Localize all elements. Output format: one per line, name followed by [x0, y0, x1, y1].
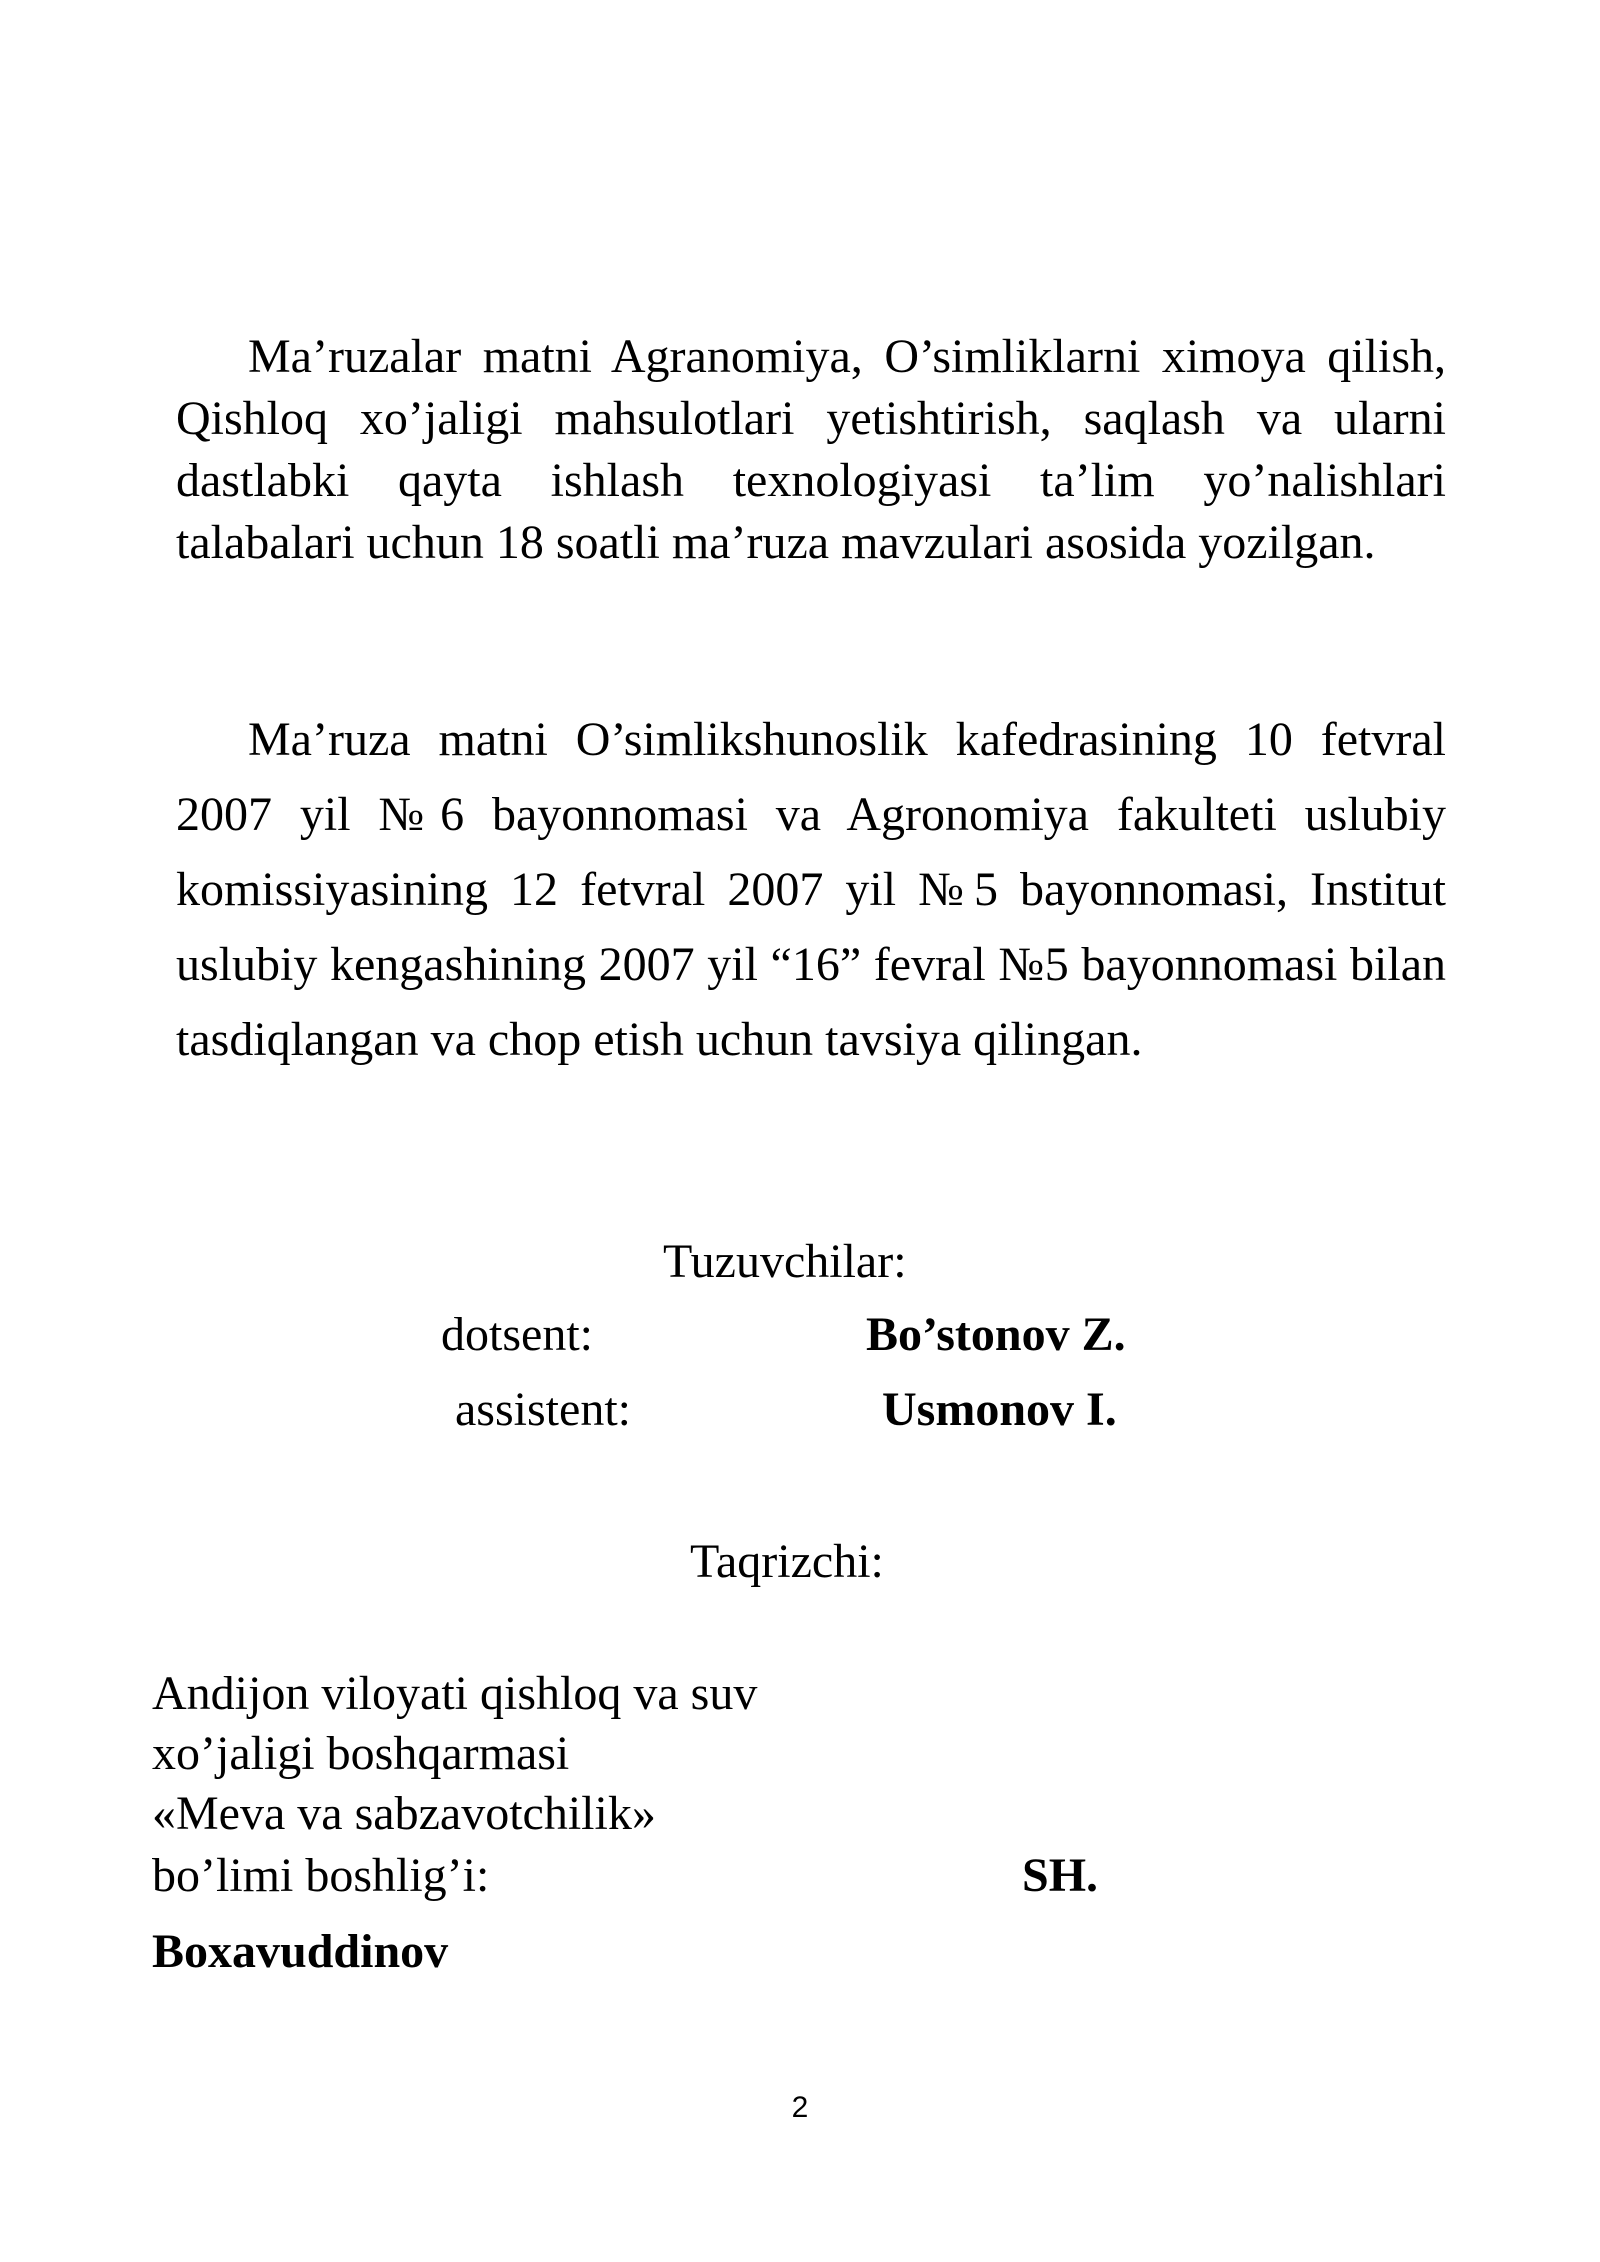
reviewer-name-initials: SH. — [1022, 1849, 1099, 1902]
compilers-heading: Tuzuvchilar: — [663, 1235, 907, 1288]
reviewer-position-line: bo’limi boshlig’i: — [152, 1849, 490, 1902]
intro-paragraph: Ma’ruzalar matni Agranomiya, O’simliklarni ximoya qilish, Qishloq xo’jaligi mahsulotlari yetishtirish, saqlash va ularni dastlabki qayta ishlash texnologiyasi ta’lim yo’nalishlari talabalari uchun 18 soatli ma’ruza mavzulari asosida yozilgan. — [176, 330, 1446, 569]
compiler-name: Usmonov I. — [882, 1383, 1117, 1436]
reviewer-name-surname: Boxavuddinov — [152, 1925, 449, 1978]
compiler-role: dotsent: — [441, 1308, 593, 1361]
page-number: 2 — [791, 2091, 809, 2124]
compiler-role: assistent: — [455, 1383, 631, 1436]
reviewer-position-line: «Meva va sabzavotchilik» — [152, 1787, 656, 1840]
reviewer-heading: Taqrizchi: — [690, 1535, 884, 1588]
reviewer-position-line: xo’jaligi boshqarmasi — [152, 1727, 570, 1780]
approval-paragraph: Ma’ruza matni O’simlikshunoslik kafedrasining 10 fetvral 2007 yil №6 bayonnomasi va Agronomiya fakulteti uslubiy komissiyasining 12 fetvral 2007 yil №5 bayonnomasi, Institut uslubiy kengashining 2007 yil “16” fevral №5 bayonnomasi bilan tasdiqlangan va chop etish uchun tavsiya qilingan. — [176, 713, 1446, 1066]
reviewer-position-line: Andijon viloyati qishloq va suv — [152, 1667, 758, 1720]
compiler-name: Bo’stonov Z. — [866, 1308, 1126, 1361]
